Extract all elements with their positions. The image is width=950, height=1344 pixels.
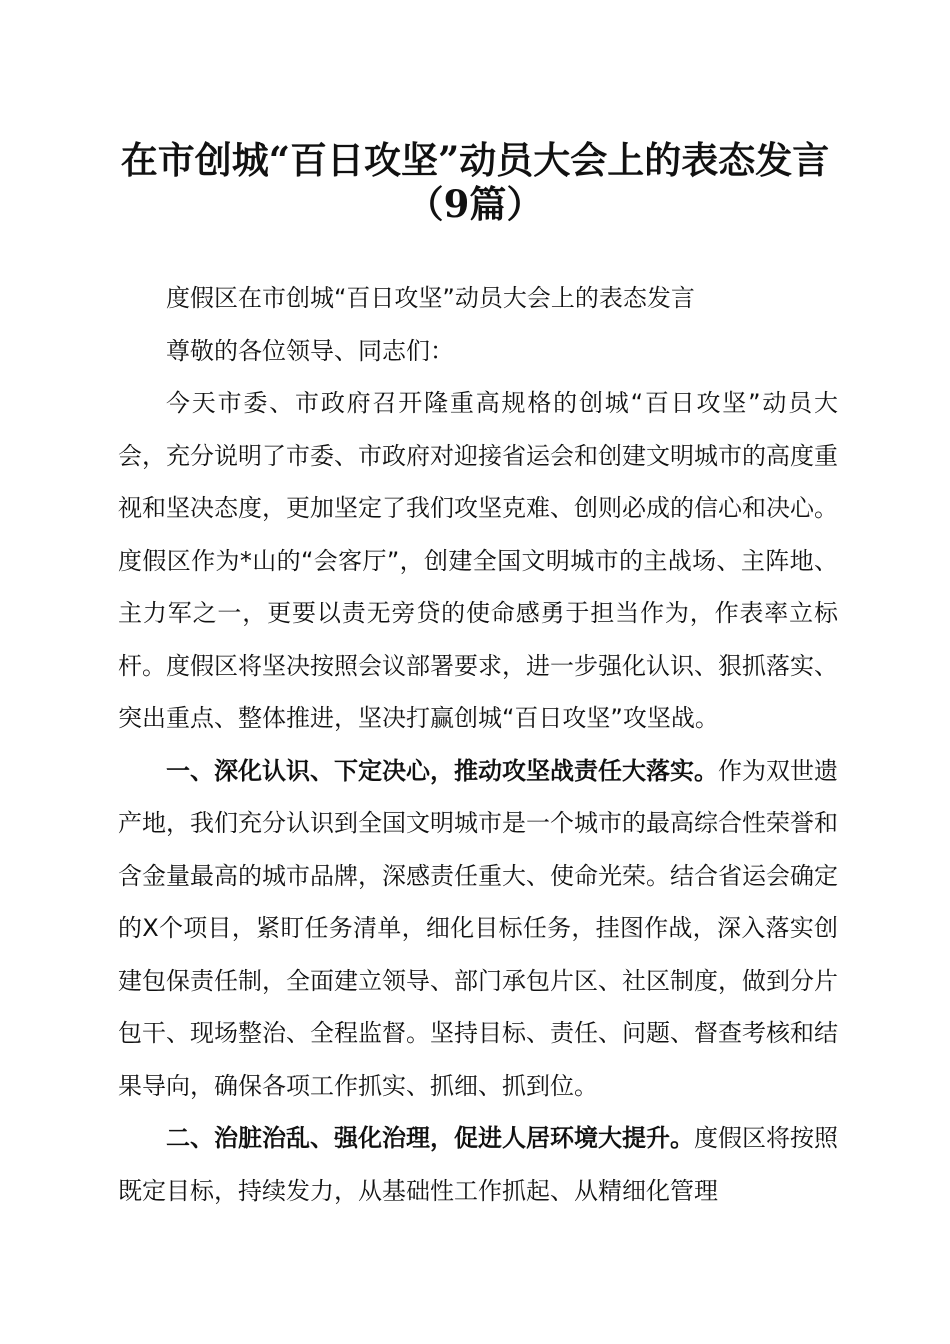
document-title-line2: （9篇） xyxy=(406,182,544,226)
section-2-heading: 二、治脏治乱、强化治理，促进人居环境大提升。 xyxy=(166,1124,694,1152)
document-title-line1: 在市创城“百日攻坚”动员大会上的表态发言 xyxy=(120,138,830,182)
section-1-heading: 一、深化认识、下定决心，推动攻坚战责任大落实。 xyxy=(166,756,718,785)
document-body xyxy=(118,272,838,1217)
section-2-paragraph xyxy=(118,1112,838,1217)
section-1-body: 作为双世遗产地，我们充分认识到全国文明城市是一个城市的最高综合性荣誉和含金量最高的城市品牌，深感责任重大、使命光荣。结合省运会确定的X个项目，紧盯任务清单，细化目标任务，挂图作战，深入落实创建包保责任制，全面建立领导、部门承包片区、社区制度，做到分片包干、现场整治、全程监督。坚持目标、责任、问题、督查考核和结果导向，确保各项工作抓实、抓细、抓到位。 xyxy=(118,756,838,1100)
section-1-paragraph xyxy=(118,745,838,1113)
document-subtitle: 度假区在市创城“百日攻坚”动员大会上的表态发言 xyxy=(166,284,695,312)
section-2-body: 度假区将按照既定目标，持续发力，从基础性工作抓起、从精细化管理 xyxy=(118,1124,838,1205)
salutation: 尊敬的各位领导、同志们： xyxy=(166,336,454,365)
intro-paragraph: 今天市委、市政府召开隆重高规格的创城“百日攻坚”动员大会，充分说明了市委、市政府对迎接省运会和创建文明城市的高度重视和坚决态度，更加坚定了我们攻坚克难、创则必成的信心和决心。度假区作为*山的“会客厅”，创建全国文明城市的主战场、主阵地、主力军之一，更要以责无旁贷的使命感勇于担当作为，作表率立标杆。度假区将坚决按照会议部署要求，进一步强化认识、狠抓落实、突出重点、整体推进，坚决打赢创城“百日攻坚”攻坚战。 xyxy=(118,389,838,732)
